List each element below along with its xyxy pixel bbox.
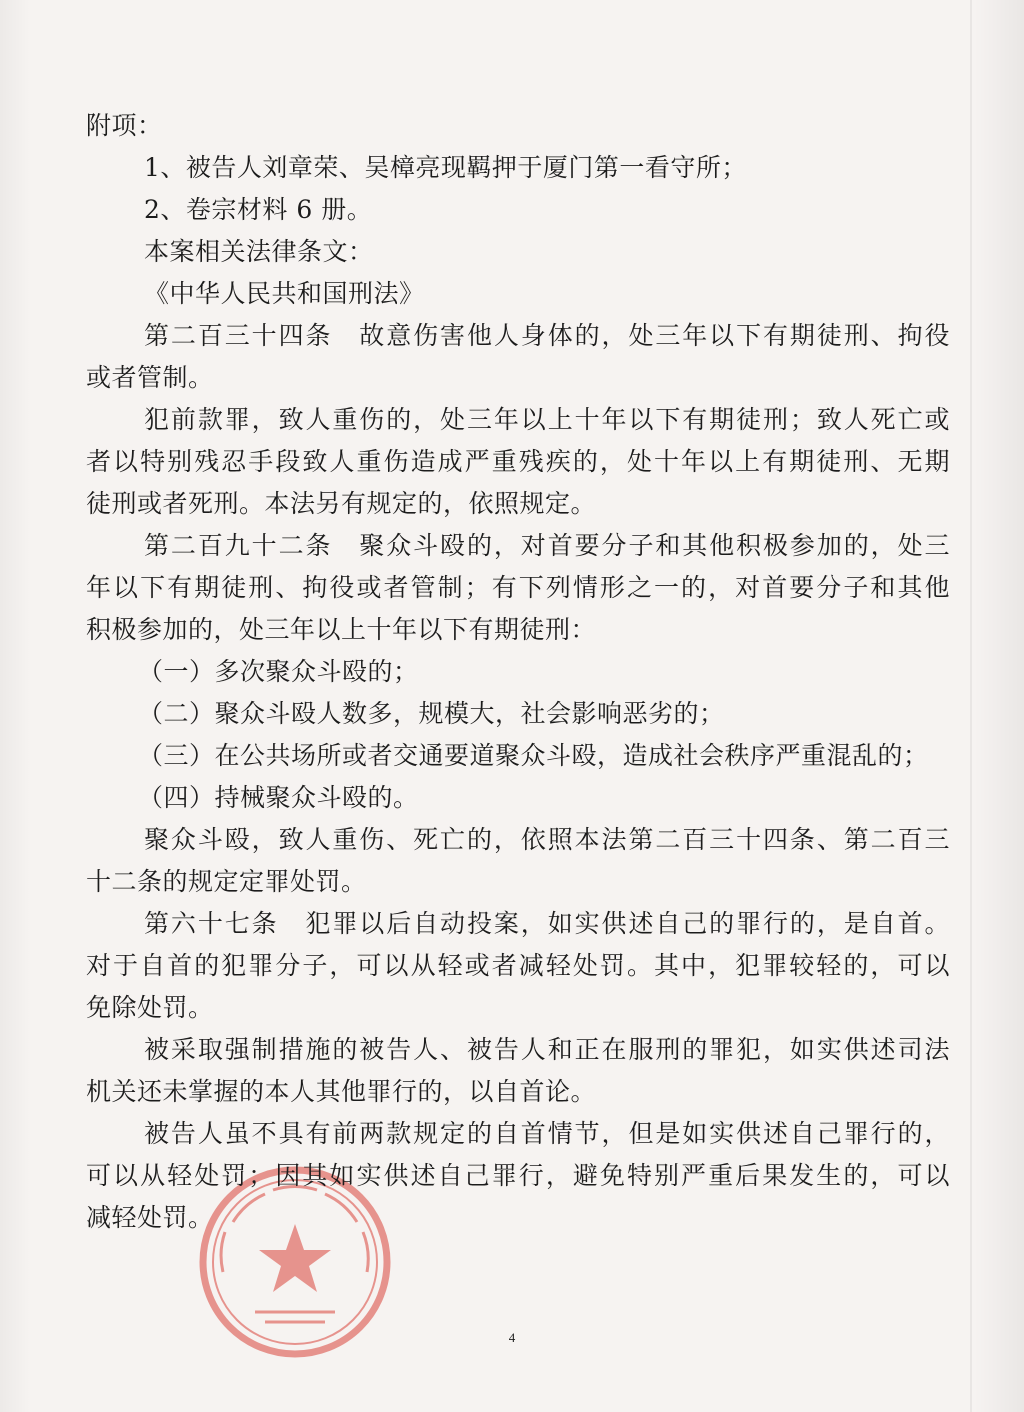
article-292-line-3: 积极参加的，处三年以上十年以下有期徒刑： [86, 615, 597, 644]
page-number: 4 [508, 1330, 516, 1345]
article-67-p3-line-2: 可以从轻处罚；因其如实供述自己罪行，避免特别严重后果发生的，可以 [86, 1161, 950, 1190]
paper-fold [970, 0, 972, 1412]
article-234-p2-line-3: 徒刑或者死刑。本法另有规定的，依照规定。 [86, 489, 597, 518]
article-67-p3-line-3: 减轻处罚。 [86, 1203, 214, 1232]
article-67-p2-line-1: 被采取强制措施的被告人、被告人和正在服刑的罪犯，如实供述司法 [144, 1035, 950, 1064]
article-292-item-2: （二）聚众斗殴人数多，规模大，社会影响恶劣的； [138, 699, 725, 728]
article-67-p3-line-1: 被告人虽不具有前两款规定的自首情节，但是如实供述自己罪行的， [144, 1119, 950, 1148]
law-title: 《中华人民共和国刑法》 [144, 279, 425, 308]
article-67-line-2: 对于自首的犯罪分子，可以从轻或者减轻处罚。其中，犯罪较轻的，可以 [86, 951, 950, 980]
court-seal-icon [195, 1162, 395, 1362]
article-292-item-1: （一）多次聚众斗殴的； [138, 657, 419, 686]
article-67-p2-line-2: 机关还未掌握的本人其他罪行的，以自首论。 [86, 1077, 597, 1106]
article-292-p2-line-1: 聚众斗殴，致人重伤、死亡的，依照本法第二百三十四条、第二百三 [144, 825, 950, 854]
law-heading: 本案相关法律条文： [144, 237, 374, 266]
article-292-item-4: （四）持械聚众斗殴的。 [138, 783, 419, 812]
article-67-line-1: 第六十七条 犯罪以后自动投案，如实供述自己的罪行的，是自首。 [144, 909, 950, 938]
article-292-line-2: 年以下有期徒刑、拘役或者管制；有下列情形之一的，对首要分子和其他 [86, 573, 950, 602]
article-292-p2-line-2: 十二条的规定定罪处罚。 [86, 867, 367, 896]
article-234-line-1: 第二百三十四条 故意伤害他人身体的，处三年以下有期徒刑、拘役 [144, 321, 950, 350]
attachment-item-2: 2、卷宗材料 6 册。 [144, 195, 373, 224]
article-234-line-2: 或者管制。 [86, 363, 214, 392]
article-234-p2-line-1: 犯前款罪，致人重伤的，处三年以上十年以下有期徒刑；致人死亡或 [144, 405, 950, 434]
attachment-heading: 附项： [86, 111, 163, 140]
article-292-item-3: （三）在公共场所或者交通要道聚众斗殴，造成社会秩序严重混乱的； [138, 741, 929, 770]
article-67-line-3: 免除处罚。 [86, 993, 214, 1022]
article-234-p2-line-2: 者以特别残忍手段致人重伤造成严重残疾的，处十年以上有期徒刑、无期 [86, 447, 950, 476]
attachment-item-1: 1、被告人刘章荣、吴樟亮现羁押于厦门第一看守所； [144, 153, 747, 182]
article-292-line-1: 第二百九十二条 聚众斗殴的，对首要分子和其他积极参加的，处三 [144, 531, 950, 560]
